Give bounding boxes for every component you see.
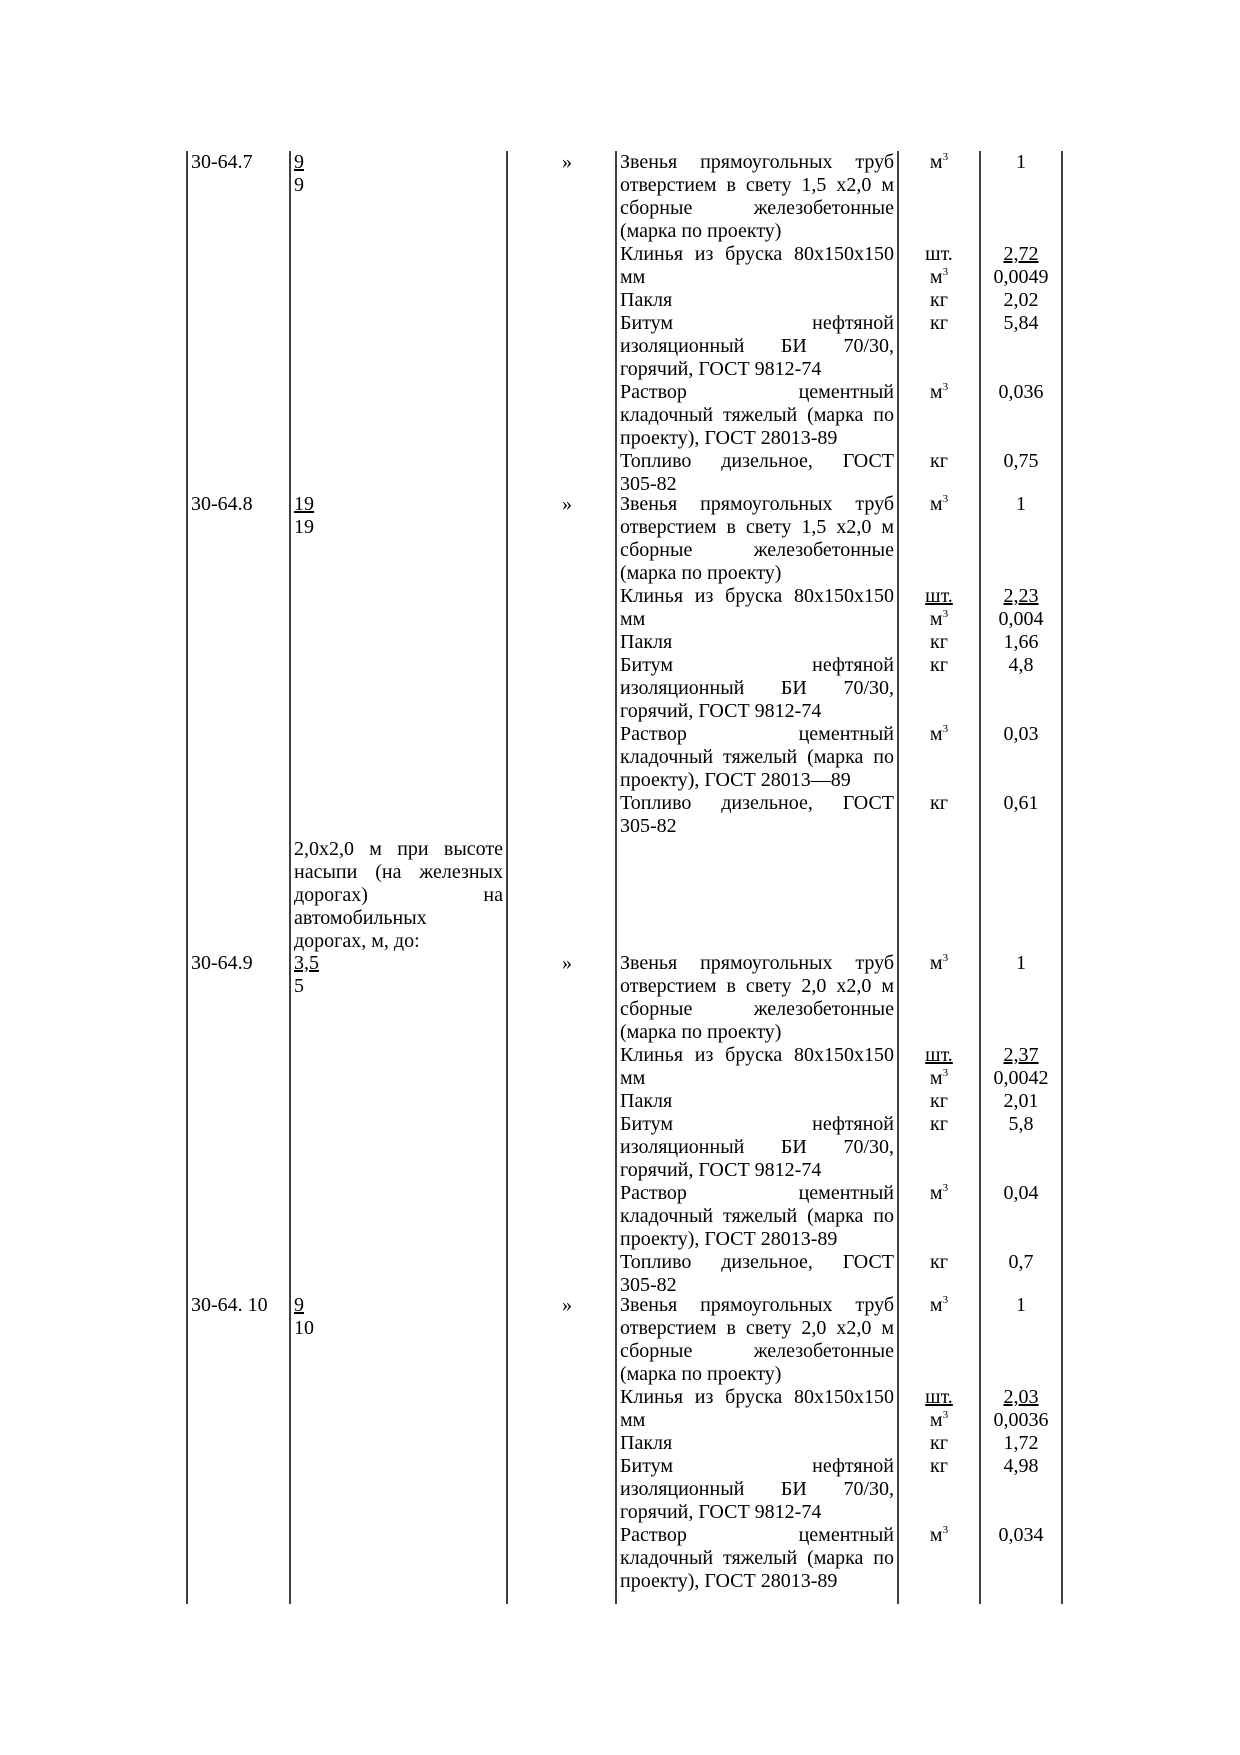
resource-unit: $м^3$ <box>929 493 949 515</box>
resource-name-line: сборные железобетонные <box>620 197 894 219</box>
resource-unit-secondary: $м^3$ <box>929 1067 949 1089</box>
resource-value: 4,8 <box>1008 654 1034 676</box>
resource-name-line: (марка по проекту) <box>620 220 782 242</box>
resource-value: 2,01 <box>1003 1090 1039 1112</box>
resource-name-line: Топливо дизельное, ГОСТ <box>620 1251 894 1273</box>
resource-unit: $м^3$ <box>929 952 949 974</box>
resource-name-line: Битум нефтяной <box>620 1113 894 1135</box>
resource-unit: кг <box>930 1090 948 1112</box>
resource-name-line: Битум нефтяной <box>620 654 894 676</box>
resource-value: 1 <box>1016 1294 1026 1316</box>
resource-name-line: Топливо дизельное, ГОСТ <box>620 450 894 472</box>
same-unit-mark: » <box>562 151 572 173</box>
resource-value: 4,98 <box>1003 1455 1039 1477</box>
resource-value: 2,37 <box>1003 1044 1039 1066</box>
resource-unit: кг <box>930 1432 948 1454</box>
resource-name-line: кладочный тяжелый (марка по <box>620 1547 894 1569</box>
resource-name-line: проекту), ГОСТ 28013-89 <box>620 427 838 449</box>
resource-unit: шт. <box>925 1386 953 1408</box>
resource-unit-secondary: $м^3$ <box>929 266 949 288</box>
resource-name-line: Раствор цементный <box>620 1182 894 1204</box>
resource-value: 1,72 <box>1003 1432 1039 1454</box>
resource-value: 0,034 <box>998 1524 1044 1546</box>
resource-unit: шт. <box>925 585 953 607</box>
resource-name-line: Раствор цементный <box>620 1524 894 1546</box>
resource-value: 2,72 <box>1003 243 1039 265</box>
resource-unit: $м^3$ <box>929 151 949 173</box>
resource-name-line: отверстием в свету 2,0 х2,0 м <box>620 975 894 997</box>
resource-name-line: Звенья прямоугольных труб <box>620 151 894 173</box>
resource-name-line: отверстием в свету 1,5 х2,0 м <box>620 174 894 196</box>
resource-unit: кг <box>930 1113 948 1135</box>
height-bottom: 10 <box>294 1317 314 1339</box>
resource-name-line: изоляционный БИ 70/30, <box>620 677 894 699</box>
resource-name-line: мм <box>620 1067 646 1089</box>
section-header-line: дорогах, м, до: <box>294 930 420 952</box>
resource-name-line: мм <box>620 266 646 288</box>
resource-value: 0,7 <box>1008 1251 1034 1273</box>
resource-name-line: проекту), ГОСТ 28013—89 <box>620 769 851 791</box>
resource-name-line: кладочный тяжелый (марка по <box>620 1205 894 1227</box>
resource-value-secondary: 0,0049 <box>993 266 1049 288</box>
resource-name-line: Раствор цементный <box>620 723 894 745</box>
same-unit-mark: » <box>562 1294 572 1316</box>
resource-value: 2,02 <box>1003 289 1039 311</box>
norm-code: 30-64.7 <box>191 151 253 173</box>
norm-code: 30-64.9 <box>191 952 253 974</box>
resource-value: 2,03 <box>1003 1386 1039 1408</box>
resource-value: 2,23 <box>1003 585 1039 607</box>
height-bottom: 9 <box>294 174 304 196</box>
resource-name-line: Клинья из бруска 80х150х150 <box>620 1386 894 1408</box>
resource-name-line: горячий, ГОСТ 9812-74 <box>620 1501 822 1523</box>
resource-unit: $м^3$ <box>929 723 949 745</box>
resource-name-line: Битум нефтяной <box>620 1455 894 1477</box>
norm-code: 30-64. 10 <box>191 1294 268 1316</box>
resource-unit: кг <box>930 312 948 334</box>
resource-value: 5,8 <box>1008 1113 1034 1135</box>
same-unit-mark: » <box>562 952 572 974</box>
resource-value: 0,04 <box>1003 1182 1039 1204</box>
resource-unit-secondary: $м^3$ <box>929 608 949 630</box>
resource-name-line: 305-82 <box>620 473 677 495</box>
section-header-line: дорогах) на <box>294 884 503 906</box>
resource-name-line: мм <box>620 1409 646 1431</box>
resource-unit: $м^3$ <box>929 1524 949 1546</box>
resource-value: 1 <box>1016 493 1026 515</box>
resource-name-line: кладочный тяжелый (марка по <box>620 404 894 426</box>
section-header-line: 2,0х2,0 м при высоте <box>294 838 503 860</box>
resource-unit: кг <box>930 289 948 311</box>
resource-unit: кг <box>930 1455 948 1477</box>
resource-value-secondary: 0,0036 <box>993 1409 1049 1431</box>
resource-name-line: Звенья прямоугольных труб <box>620 1294 894 1316</box>
resource-unit: $м^3$ <box>929 381 949 403</box>
resource-name-line: сборные железобетонные <box>620 998 894 1020</box>
resource-name-line: мм <box>620 608 646 630</box>
resource-name-line: сборные железобетонные <box>620 539 894 561</box>
resource-value-secondary: 0,004 <box>998 608 1044 630</box>
resource-value: 1 <box>1016 952 1026 974</box>
resource-name-line: сборные железобетонные <box>620 1340 894 1362</box>
resource-value: 0,75 <box>1003 450 1039 472</box>
resource-name-line: Пакля <box>620 1090 673 1112</box>
height-bottom: 19 <box>294 516 314 538</box>
resource-name-line: 305-82 <box>620 815 677 837</box>
resource-unit: кг <box>930 450 948 472</box>
norm-code: 30-64.8 <box>191 493 253 515</box>
resource-name-line: изоляционный БИ 70/30, <box>620 335 894 357</box>
resource-name-line: Клинья из бруска 80х150х150 <box>620 585 894 607</box>
resource-unit: кг <box>930 792 948 814</box>
section-header-line: автомобильных <box>294 907 427 929</box>
resource-name-line: отверстием в свету 2,0 х2,0 м <box>620 1317 894 1339</box>
resource-value: 1,66 <box>1003 631 1039 653</box>
resource-value: 5,84 <box>1003 312 1039 334</box>
resource-name-line: Битум нефтяной <box>620 312 894 334</box>
height-top: 9 <box>294 151 304 173</box>
resource-name-line: кладочный тяжелый (марка по <box>620 746 894 768</box>
same-unit-mark: » <box>562 493 572 515</box>
resource-value: 0,61 <box>1003 792 1039 814</box>
height-bottom: 5 <box>294 975 304 997</box>
resource-name-line: Клинья из бруска 80х150х150 <box>620 243 894 265</box>
resource-name-line: изоляционный БИ 70/30, <box>620 1136 894 1158</box>
resource-name-line: изоляционный БИ 70/30, <box>620 1478 894 1500</box>
resource-unit-secondary: $м^3$ <box>929 1409 949 1431</box>
resource-name-line: (марка по проекту) <box>620 1021 782 1043</box>
resource-name-line: проекту), ГОСТ 28013-89 <box>620 1570 838 1592</box>
resource-name-line: Звенья прямоугольных труб <box>620 493 894 515</box>
resource-unit: кг <box>930 1251 948 1273</box>
resource-name-line: горячий, ГОСТ 9812-74 <box>620 358 822 380</box>
resource-name-line: Звенья прямоугольных труб <box>620 952 894 974</box>
resource-value: 1 <box>1016 151 1026 173</box>
section-header-line: насыпи (на железных <box>294 861 503 883</box>
resource-name-line: горячий, ГОСТ 9812-74 <box>620 1159 822 1181</box>
resource-value: 0,036 <box>998 381 1044 403</box>
height-top: 9 <box>294 1294 304 1316</box>
resource-name-line: отверстием в свету 1,5 х2,0 м <box>620 516 894 538</box>
resource-name-line: 305-82 <box>620 1274 677 1296</box>
resource-unit: шт. <box>925 243 953 265</box>
resource-name-line: Клинья из бруска 80х150х150 <box>620 1044 894 1066</box>
resource-name-line: проекту), ГОСТ 28013-89 <box>620 1228 838 1250</box>
resource-name-line: (марка по проекту) <box>620 1363 782 1385</box>
resource-unit: $м^3$ <box>929 1182 949 1204</box>
resource-name-line: Пакля <box>620 1432 673 1454</box>
height-top: 19 <box>294 493 314 515</box>
resource-unit: кг <box>930 654 948 676</box>
resource-name-line: Пакля <box>620 289 673 311</box>
height-top: 3,5 <box>294 952 319 974</box>
resource-unit: $м^3$ <box>929 1294 949 1316</box>
resource-name-line: (марка по проекту) <box>620 562 782 584</box>
resource-unit: шт. <box>925 1044 953 1066</box>
resource-name-line: Пакля <box>620 631 673 653</box>
resource-value: 0,03 <box>1003 723 1039 745</box>
resource-value-secondary: 0,0042 <box>993 1067 1049 1089</box>
resource-name-line: горячий, ГОСТ 9812-74 <box>620 700 822 722</box>
resource-name-line: Раствор цементный <box>620 381 894 403</box>
resource-name-line: Топливо дизельное, ГОСТ <box>620 792 894 814</box>
resource-unit: кг <box>930 631 948 653</box>
